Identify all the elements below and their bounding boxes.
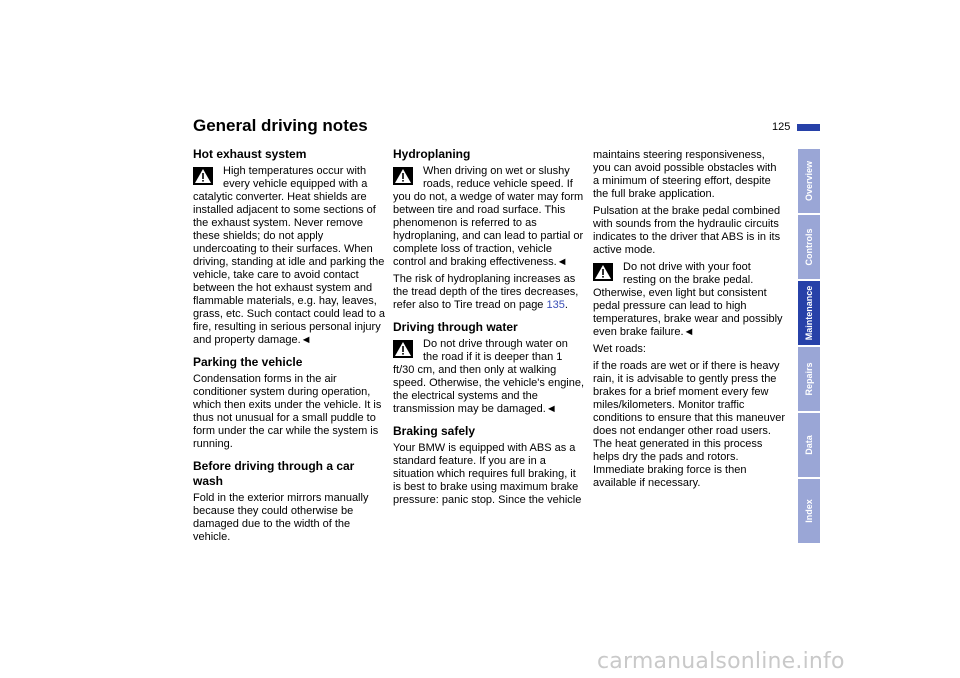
tab-controls[interactable]: Controls — [798, 215, 820, 279]
text-parking: Condensation forms in the air conditioner system during operation, which then exits under the vehicle. It is thus not unusual for a small puddle to form under the car while the system is running. — [193, 373, 382, 450]
warning-icon — [593, 263, 613, 281]
text-wet-roads: if the roads are wet or if there is heavy rain, it is advisable to gently press the brakes for a brief moment every few miles/kilometers. Monitor traffic conditions to ensure that this maneuver does not endanger other road users. The heat generated in this process helps dry the pads and rotors. Immediate braking force is then available if necessary. — [593, 360, 786, 489]
warning-icon — [193, 167, 213, 185]
warning-hydroplaning: When driving on wet or slushy roads, reduce vehicle speed. If you do not, a wedge of water may form between tire and road surface. This phenomenon is referred to as hydroplaning, and can lead to partial or complete loss of traction, vehicle control and braking effectiveness.◄ — [393, 165, 584, 268]
warning-icon — [393, 340, 413, 358]
page-number-bar — [797, 124, 820, 131]
page-link-135[interactable]: 135 — [546, 299, 565, 311]
tab-overview[interactable]: Overview — [798, 149, 820, 213]
heading-water: Driving through water — [393, 320, 518, 334]
tab-data[interactable]: Data — [798, 413, 820, 477]
heading-car-wash: Before driving through a car wash — [193, 459, 355, 488]
watermark: carmanualsonline.info — [597, 649, 845, 674]
text-pulsation: Pulsation at the brake pedal combined with sounds from the hydraulic circuits indicates to the driver that ABS is in its active mode. — [593, 205, 781, 256]
warning-hot-exhaust: High temperatures occur with every vehicle equipped with a catalytic converter. Heat shields are installed adjacent to some sections of the exhaust system. Never remove these shields; do not apply undercoating to their surfaces. When driving, standing at idle and parking the vehicle, take care to avoid contact between the hot exhaust system and flammable materials, e.g. hay, leaves, grass, etc. Such contact could lead to a fire, resulting in serious personal injury and property damage.◄ — [193, 165, 386, 346]
heading-hot-exhaust: Hot exhaust system — [193, 147, 307, 161]
heading-hydroplaning: Hydroplaning — [393, 147, 471, 161]
warning-brake-pedal: Do not drive with your foot resting on the brake pedal. Otherwise, even light but consistent pedal pressure can lead to high temperatures, brake wear and possibly even brake failure.◄ — [593, 261, 783, 338]
heading-braking: Braking safely — [393, 424, 476, 438]
tab-maintenance[interactable]: Maintenance — [798, 281, 820, 345]
warning-water: Do not drive through water on the road if it is deeper than 1 ft/30 cm, and then only at walking speed. Otherwise, the vehicle's engine, the electrical systems and the transmission may be damaged.◄ — [393, 338, 585, 415]
tab-index[interactable]: Index — [798, 479, 820, 543]
column-3 — [593, 149, 785, 494]
text-car-wash: Fold in the exterior mirrors manually because they could otherwise be damaged due to the width of the vehicle. — [193, 492, 369, 543]
column-1 — [193, 147, 385, 548]
page-number: 125 — [772, 121, 791, 133]
heading-parking: Parking the vehicle — [193, 355, 303, 369]
text-steering: maintains steering responsiveness, you can avoid possible obstacles with a minimum of steering effort, despite the full brake application. — [593, 149, 777, 200]
page-title: General driving notes — [193, 116, 368, 135]
text-hydroplaning: The risk of hydroplaning increases as the tread depth of the tires decreases, refer also to Tire tread on page 135. — [393, 273, 579, 311]
tab-repairs[interactable]: Repairs — [798, 347, 820, 411]
warning-icon — [393, 167, 413, 185]
column-2 — [393, 147, 585, 511]
side-navigation — [798, 149, 820, 545]
label-wet-roads: Wet roads: — [593, 343, 646, 355]
text-braking: Your BMW is equipped with ABS as a standard feature. If you are in a situation which requires full braking, it is best to brake using maximum brake pressure: panic stop. Since the vehicle — [393, 442, 582, 506]
